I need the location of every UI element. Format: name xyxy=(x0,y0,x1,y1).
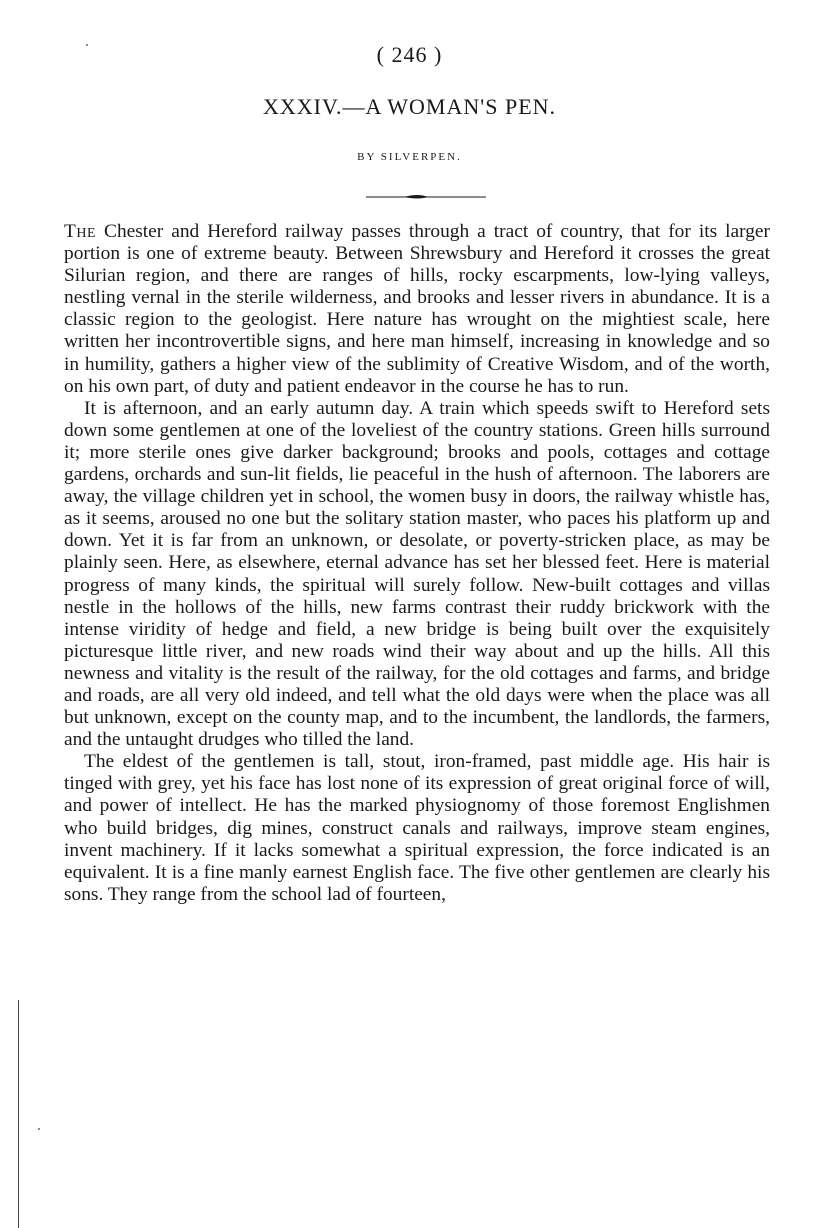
ornamental-rule-icon xyxy=(366,192,486,202)
paragraph-2: It is afternoon, and an early autumn day. A train which speeds swift to Hereford sets down some gentlemen at one of the loveliest of the country stations. Green hills surround it; more sterile ones give darker background; brooks and pools, cottages and cottage gardens, orchards and sun-lit fields, lie peaceful in the hush of afternoon. The laborers are away, the village children yet in school, the women busy in doors, the railway whistle has, as it seems, aroused no one but the solitary station master, who paces his platform up and down. Yet it is far from an unknown, or desolate, or poverty-stricken place, as may be plainly seen. Here, as elsewhere, eternal advance has set her blessed feet. Here is material progress of many kinds, the spiritual will surely follow. New-built cottages and villas nestle in the hollows of the hills, new farms contrast their ruddy brickwork with the intense viridity of hedge and field, a new bridge is being built over the exquisitely picturesque little river, and new roads wind their way about and up the hills. All this newness and vitality is the result of the railway, for the old cottages and farms, and bridge and roads, are all very old indeed, and tell what the old days were when the place was all but unknown, except on the county map, and to the incumbent, the landlords, the farmers, and the untaught drudges who tilled the land. xyxy=(64,397,770,751)
chapter-title: XXXIV.—A WOMAN'S PEN. xyxy=(262,94,557,119)
page-number: ( 246 ) xyxy=(376,42,443,67)
paragraph-3: The eldest of the gentlemen is tall, stout, iron-framed, past middle age. His hair is tinged with grey, yet his face has lost none of its expression of great original force of will, and power of intellect. He has the marked physiognomy of those foremost Englishmen who build bridges, dig mines, construct canals and railways, improve steam engines, invent machinery. If it lacks somewhat a spiritual expression, the force indicated is an equivalent. It is a fine manly earnest English face. The five other gentlemen are clearly his sons. They range from the school lad of fourteen, xyxy=(64,751,770,905)
paragraph-1 xyxy=(64,221,770,398)
print-speck xyxy=(86,44,88,46)
byline: BY SILVERPEN. xyxy=(357,151,462,163)
paragraph-1-text: Chester and Hereford railway passes through a tract of country, that for its larger portion is one of extreme beauty. Between Shrewsbury and Hereford it crosses the great Silurian region, and there are ranges of hills, rocky escarpments, low-lying valleys, nestling vernal in the sterile wilderness, and brooks and lesser rivers in abundance. It is a classic region to the geologist. Here nature has wrought on the mightiest scale, here written her incontrovertible signs, and here man himself, increasing in knowledge and so in humility, gathers a higher view of the sublimity of Creative Wisdom, and of the worth, on his own part, of duty and patient endeavor in the course he has to run. xyxy=(64,221,770,397)
print-speck xyxy=(38,1128,40,1130)
paragraph-1-opening-word: The xyxy=(64,221,97,242)
page-edge-line xyxy=(18,1000,19,1228)
article-body xyxy=(64,221,770,906)
